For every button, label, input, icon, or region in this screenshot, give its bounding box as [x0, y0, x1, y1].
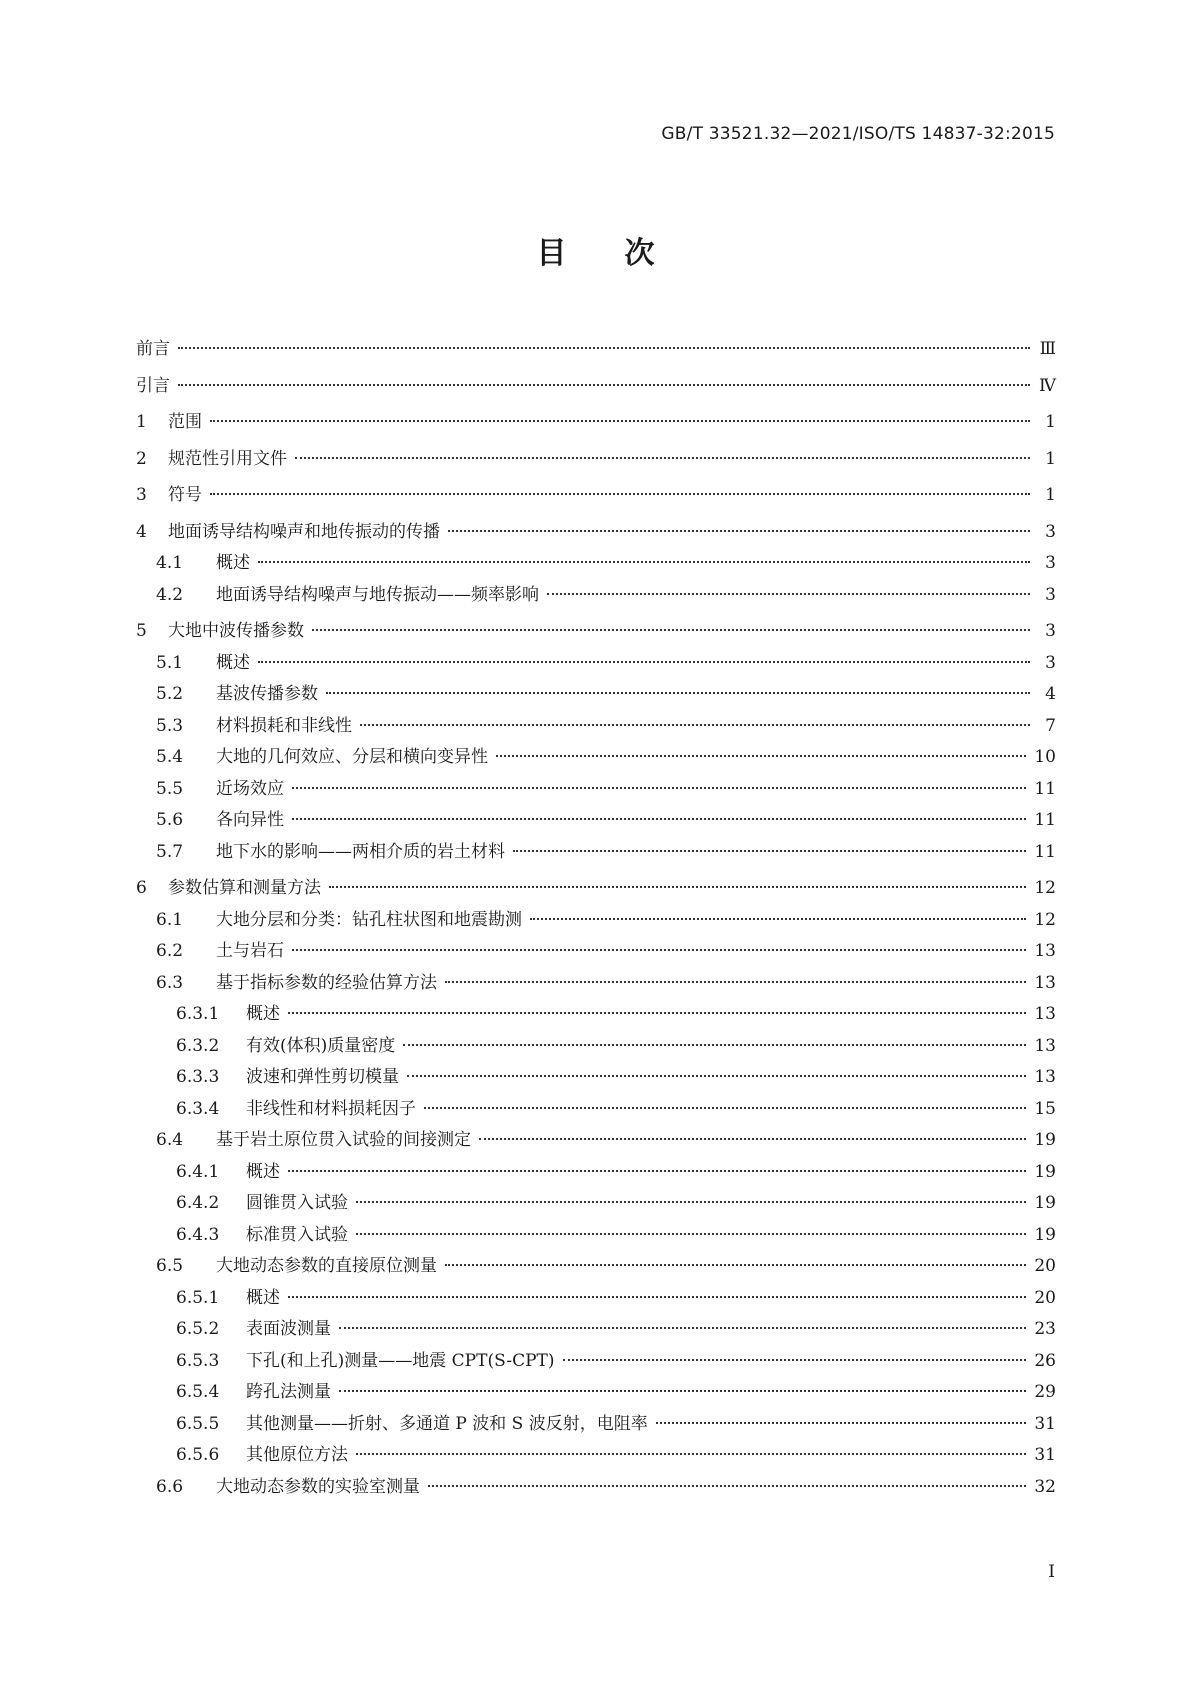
toc-entry-page: 3 — [1045, 584, 1056, 605]
toc-entry-page: 4 — [1045, 684, 1056, 704]
dot-leader — [339, 1327, 1026, 1329]
toc-entry-page: 1 — [1045, 412, 1056, 432]
toc-entry[interactable] — [136, 480, 1056, 512]
toc-entry-label: 大地动态参数的实验室测量 — [216, 1476, 420, 1497]
toc-entry-number: 6.4.1 — [176, 1161, 220, 1182]
toc-entry[interactable] — [136, 1062, 1056, 1094]
dot-leader — [288, 1170, 1026, 1172]
toc-entry-label: 大地的几何效应、分层和横向变异性 — [216, 747, 488, 767]
toc-entry-page: 15 — [1034, 1098, 1056, 1119]
toc-entry[interactable] — [136, 1346, 1056, 1378]
toc-entry-label: 规范性引用文件 — [168, 448, 287, 469]
toc-entry-label: 基于指标参数的经验估算方法 — [216, 972, 437, 993]
toc-entry-page: 13 — [1034, 941, 1056, 961]
toc-entry-page: 19 — [1034, 1161, 1056, 1182]
toc-entry-number: 3 — [136, 485, 147, 505]
toc-entry-number: 6.4.3 — [176, 1224, 220, 1245]
toc-entry-number: 6.3.1 — [176, 1004, 220, 1024]
dot-leader — [356, 1233, 1026, 1235]
toc-entry-number: 6.2 — [156, 941, 184, 961]
dot-leader — [407, 1075, 1026, 1077]
toc-entry-number: 6.5 — [156, 1256, 184, 1276]
toc-entry-label: 概述 — [246, 1287, 280, 1308]
toc-entry-label: 各向异性 — [216, 810, 284, 830]
toc-entry[interactable] — [136, 774, 1056, 806]
dot-leader — [178, 347, 1030, 349]
toc-entry[interactable] — [136, 999, 1056, 1031]
dot-leader — [656, 1422, 1027, 1424]
dot-leader — [312, 629, 1030, 631]
toc-entry[interactable] — [136, 742, 1056, 774]
toc-entry-label: 概述 — [246, 1004, 280, 1024]
toc-entry[interactable] — [136, 1440, 1056, 1472]
toc-entry-label: 有效(体积)质量密度 — [246, 1035, 396, 1056]
dot-leader — [479, 1138, 1026, 1140]
toc-entry-label: 参数估算和测量方法 — [168, 878, 321, 898]
dot-leader — [292, 818, 1026, 820]
toc-entry-label: 基波传播参数 — [216, 684, 318, 704]
toc-entry-number: 5.7 — [156, 841, 184, 862]
toc-entry-number: 6.5.3 — [176, 1350, 220, 1371]
toc-entry[interactable] — [136, 1409, 1056, 1441]
toc-entry-number: 6 — [136, 878, 147, 898]
toc-entry-label: 波速和弹性剪切模量 — [246, 1067, 399, 1087]
toc-entry-page: 26 — [1034, 1350, 1056, 1371]
toc-entry-label: 引言 — [136, 375, 170, 396]
dot-leader — [210, 493, 1030, 495]
toc-entry-label: 其他测量——折射、多通道 P 波和 S 波反射，电阻率 — [246, 1413, 648, 1434]
dot-leader — [563, 1359, 1027, 1361]
toc-entry-page: Ⅳ — [1039, 375, 1056, 396]
toc-entry-label: 地面诱导结构噪声和地传振动的传播 — [168, 521, 440, 542]
toc-entry-page: 20 — [1034, 1256, 1056, 1276]
toc-entry-number: 5.1 — [156, 652, 184, 673]
toc-entry-page: 3 — [1045, 521, 1056, 542]
toc-entry-label: 地面诱导结构噪声与地传振动——频率影响 — [216, 584, 539, 605]
toc-entry-number: 6.3.2 — [176, 1035, 220, 1056]
toc-entry[interactable] — [136, 968, 1056, 1000]
dot-leader — [258, 661, 1030, 663]
dot-leader — [428, 1485, 1026, 1487]
dot-leader — [295, 457, 1030, 459]
toc-entry-label: 概述 — [216, 553, 250, 573]
toc-entry[interactable] — [136, 873, 1056, 905]
toc-entry-page: 7 — [1045, 715, 1056, 736]
toc-entry[interactable] — [136, 548, 1056, 580]
toc-entry-number: 5.6 — [156, 810, 184, 830]
toc-entry-number: 6.3.3 — [176, 1067, 220, 1087]
toc-entry-page: 11 — [1034, 810, 1056, 830]
dot-leader — [496, 755, 1026, 757]
toc-entry-number: 6.5.5 — [176, 1413, 220, 1434]
dot-leader — [292, 787, 1026, 789]
toc-entry[interactable] — [136, 444, 1056, 476]
toc-entry-number: 2 — [136, 448, 147, 469]
dot-leader — [445, 1264, 1026, 1266]
toc-entry[interactable] — [136, 711, 1056, 743]
toc-entry-number: 5.2 — [156, 684, 184, 704]
toc-entry[interactable] — [136, 407, 1056, 439]
toc-entry[interactable] — [136, 1094, 1056, 1126]
toc-entry[interactable] — [136, 1314, 1056, 1346]
toc-entry-label: 范围 — [168, 412, 202, 432]
toc-entry-number: 5.5 — [156, 778, 184, 799]
toc-entry-page: 3 — [1045, 652, 1056, 673]
page-number: I — [1048, 1562, 1055, 1582]
standard-number: GB/T 33521.32—2021/ISO/TS 14837-32:2015 — [661, 124, 1055, 144]
toc-entry-number: 6.5.6 — [176, 1445, 220, 1465]
toc-entry-number: 6.6 — [156, 1476, 184, 1497]
toc-entry-number: 4 — [136, 521, 147, 542]
dot-leader — [339, 1390, 1026, 1392]
dot-leader — [178, 384, 1030, 386]
dot-leader — [547, 593, 1030, 595]
toc-entry-label: 其他原位方法 — [246, 1445, 348, 1465]
toc-entry[interactable] — [136, 679, 1056, 711]
toc-entry-label: 大地中波传播参数 — [168, 621, 304, 641]
toc-entry-label: 材料损耗和非线性 — [216, 715, 352, 736]
toc-entry-page: 12 — [1034, 878, 1056, 898]
toc-entry-number: 6.3.4 — [176, 1098, 220, 1119]
toc-entry-number: 6.3 — [156, 972, 184, 993]
dot-leader — [326, 692, 1030, 694]
toc-entry-number: 4.1 — [156, 553, 184, 573]
toc-entry[interactable] — [136, 936, 1056, 968]
toc-entry-label: 基于岩土原位贯入试验的间接测定 — [216, 1130, 471, 1150]
toc-entry-page: 13 — [1034, 1004, 1056, 1024]
toc-entry-page: 19 — [1034, 1193, 1056, 1213]
dot-leader — [445, 981, 1026, 983]
toc-entry-page: 3 — [1045, 553, 1056, 573]
toc-entry-page: 1 — [1045, 485, 1056, 505]
dot-leader — [513, 850, 1026, 852]
toc-entry-label: 下孔(和上孔)测量——地震 CPT(S-CPT) — [246, 1350, 555, 1371]
toc-entry-number: 5.4 — [156, 747, 184, 767]
toc-entry-page: 11 — [1034, 841, 1056, 862]
toc-entry-page: Ⅲ — [1039, 339, 1056, 359]
toc-entry-page: 19 — [1034, 1130, 1056, 1150]
toc-entry-page: 23 — [1034, 1319, 1056, 1339]
toc-entry-page: 13 — [1034, 972, 1056, 993]
toc-entry-number: 5.3 — [156, 715, 184, 736]
dot-leader — [360, 724, 1030, 726]
toc-entry-number: 1 — [136, 412, 147, 432]
toc-entry-label: 跨孔法测量 — [246, 1382, 331, 1402]
toc-entry[interactable] — [136, 1377, 1056, 1409]
toc-entry-number: 6.5.1 — [176, 1287, 220, 1308]
dot-leader — [356, 1453, 1026, 1455]
dot-leader — [448, 530, 1030, 532]
page-title: 目次 — [536, 236, 713, 271]
table-of-contents — [136, 334, 1056, 1503]
toc-entry-number: 6.5.4 — [176, 1382, 220, 1402]
toc-entry[interactable] — [136, 616, 1056, 648]
toc-entry-page: 10 — [1034, 747, 1056, 767]
dot-leader — [258, 561, 1030, 563]
dot-leader — [288, 1296, 1026, 1298]
toc-entry-label: 标准贯入试验 — [246, 1224, 348, 1245]
toc-entry-page: 20 — [1034, 1287, 1056, 1308]
toc-entry-label: 地下水的影响——两相介质的岩土材料 — [216, 841, 505, 862]
dot-leader — [403, 1044, 1026, 1046]
toc-entry-page: 1 — [1045, 448, 1056, 469]
toc-entry[interactable] — [136, 517, 1056, 549]
toc-entry[interactable] — [136, 837, 1056, 869]
toc-entry-page: 29 — [1034, 1382, 1056, 1402]
toc-entry-label: 符号 — [168, 485, 202, 505]
toc-entry[interactable] — [136, 805, 1056, 837]
dot-leader — [356, 1201, 1026, 1203]
toc-entry-page: 12 — [1034, 909, 1056, 930]
toc-entry-page: 13 — [1034, 1035, 1056, 1056]
toc-entry[interactable] — [136, 1283, 1056, 1315]
toc-entry[interactable] — [136, 1157, 1056, 1189]
toc-entry[interactable] — [136, 648, 1056, 680]
toc-entry-label: 前言 — [136, 339, 170, 359]
toc-entry-page: 31 — [1034, 1413, 1056, 1434]
toc-entry-label: 大地分层和分类：钻孔柱状图和地震勘测 — [216, 909, 522, 930]
toc-entry-label: 概述 — [246, 1161, 280, 1182]
dot-leader — [530, 918, 1026, 920]
toc-entry-number: 6.5.2 — [176, 1319, 220, 1339]
toc-entry[interactable] — [136, 1220, 1056, 1252]
toc-entry-number: 4.2 — [156, 584, 184, 605]
dot-leader — [292, 949, 1026, 951]
toc-entry-number: 6.4.2 — [176, 1193, 220, 1213]
toc-entry-label: 表面波测量 — [246, 1319, 331, 1339]
dot-leader — [329, 886, 1026, 888]
toc-entry-number: 6.1 — [156, 909, 184, 930]
toc-entry[interactable] — [136, 1251, 1056, 1283]
toc-entry-page: 13 — [1034, 1067, 1056, 1087]
toc-entry[interactable] — [136, 905, 1056, 937]
toc-entry[interactable] — [136, 1031, 1056, 1063]
toc-entry-page: 3 — [1045, 621, 1056, 641]
toc-entry-label: 圆锥贯入试验 — [246, 1193, 348, 1213]
toc-entry[interactable] — [136, 1188, 1056, 1220]
toc-entry-page: 11 — [1034, 778, 1056, 799]
toc-entry-page: 32 — [1034, 1476, 1056, 1497]
toc-entry-label: 概述 — [216, 652, 250, 673]
dot-leader — [424, 1107, 1026, 1109]
toc-entry-page: 31 — [1034, 1445, 1056, 1465]
dot-leader — [210, 420, 1030, 422]
toc-entry[interactable] — [136, 371, 1056, 403]
toc-entry[interactable] — [136, 334, 1056, 366]
toc-entry-number: 6.4 — [156, 1130, 184, 1150]
toc-entry-label: 非线性和材料损耗因子 — [246, 1098, 416, 1119]
toc-entry-label: 近场效应 — [216, 778, 284, 799]
toc-entry-label: 大地动态参数的直接原位测量 — [216, 1256, 437, 1276]
toc-entry[interactable] — [136, 580, 1056, 612]
toc-entry-page: 19 — [1034, 1224, 1056, 1245]
toc-entry-label: 土与岩石 — [216, 941, 284, 961]
toc-entry[interactable] — [136, 1125, 1056, 1157]
toc-entry-number: 5 — [136, 621, 147, 641]
dot-leader — [288, 1012, 1026, 1014]
toc-entry[interactable] — [136, 1472, 1056, 1504]
